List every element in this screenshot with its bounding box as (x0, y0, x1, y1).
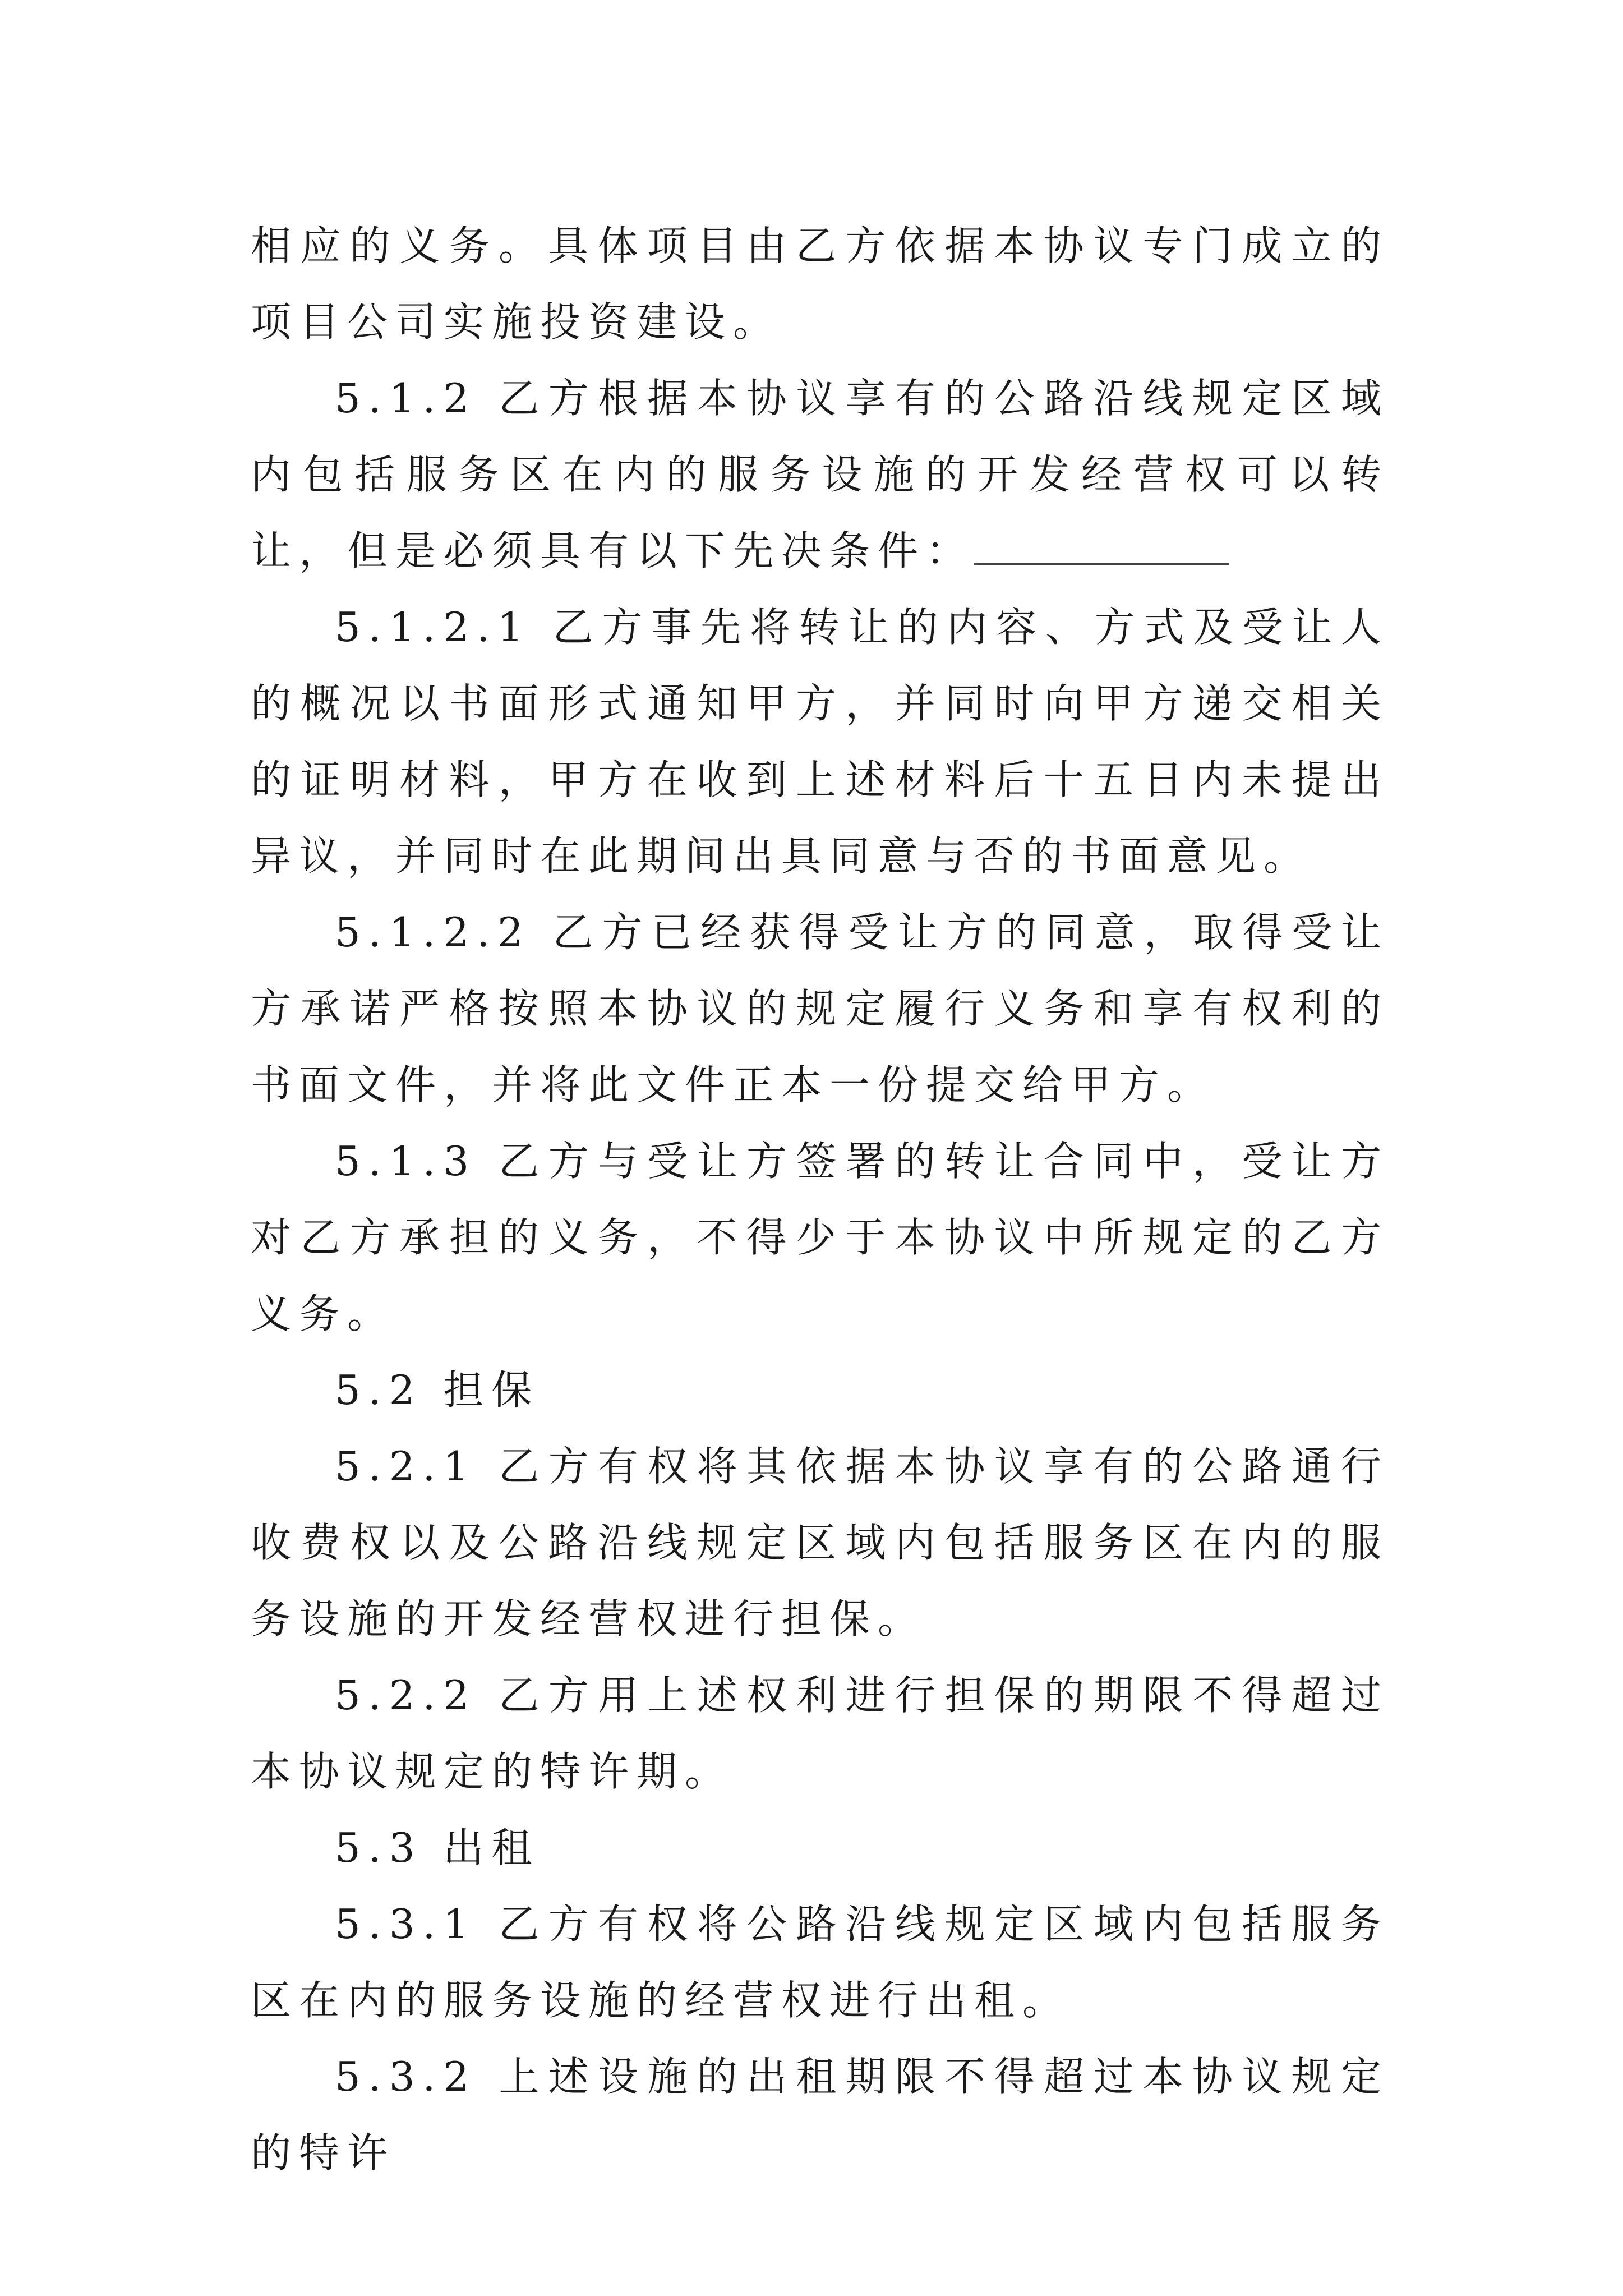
paragraph-text: 5.2.2 乙方用上述权利进行担保的期限不得超过本协议规定的特许期。 (251, 1672, 1389, 1795)
fill-in-blank (974, 530, 1229, 565)
paragraph-text: 5.1.2.2 乙方已经获得受让方的同意，取得受让方承诺严格按照本协议的规定履行义务和享有权利的书面文件，并将此文件正本一份提交给甲方。 (251, 909, 1389, 1108)
heading-text: 5.2 担保 (335, 1366, 540, 1414)
paragraph-text: 5.2.1 乙方有权将其依据本协议享有的公路通行收费权以及公路沿线规定区域内包括服务区在内的服务设施的开发经营权进行担保。 (251, 1443, 1389, 1642)
paragraph-text: 5.3.2 上述设施的出租期限不得超过本协议规定的特许 (251, 2053, 1389, 2177)
document-page (251, 208, 1389, 2191)
heading-text: 5.3 出租 (335, 1824, 540, 1871)
section-heading-5-3 (251, 1810, 1389, 1886)
paragraph-text: 5.1.2.1 乙方事先将转让的内容、方式及受让人的概况以书面形式通知甲方，并同时向甲方递交相关的证明材料，甲方在收到上述材料后十五日内未提出异议，并同时在此期间出具同意与否的书面意见。 (251, 604, 1389, 880)
paragraph-5-3-1 (251, 1886, 1389, 2039)
paragraph-5-2-1 (251, 1428, 1389, 1657)
paragraph-5-2-2 (251, 1657, 1389, 1810)
paragraph-text: 相应的义务。具体项目由乙方依据本协议专门成立的项目公司实施投资建设。 (251, 222, 1389, 346)
paragraph-5-1-2-1 (251, 589, 1389, 894)
paragraph-text: 5.1.2 乙方根据本协议享有的公路沿线规定区域内包括服务区在内的服务设施的开发经营权可以转让，但是必须具有以下先决条件： (251, 375, 1389, 574)
paragraph-5-1-2 (251, 360, 1389, 589)
paragraph-5-3-2 (251, 2039, 1389, 2191)
paragraph-text: 5.3.1 乙方有权将公路沿线规定区域内包括服务区在内的服务设施的经营权进行出租。 (251, 1901, 1389, 2024)
section-heading-5-2 (251, 1352, 1389, 1428)
paragraph-5-1-2-2 (251, 894, 1389, 1123)
paragraph-text: 5.1.3 乙方与受让方签署的转让合同中，受让方对乙方承担的义务，不得少于本协议中所规定的乙方义务。 (251, 1138, 1389, 1337)
paragraph-5-1-3 (251, 1123, 1389, 1352)
paragraph-0 (251, 208, 1389, 360)
